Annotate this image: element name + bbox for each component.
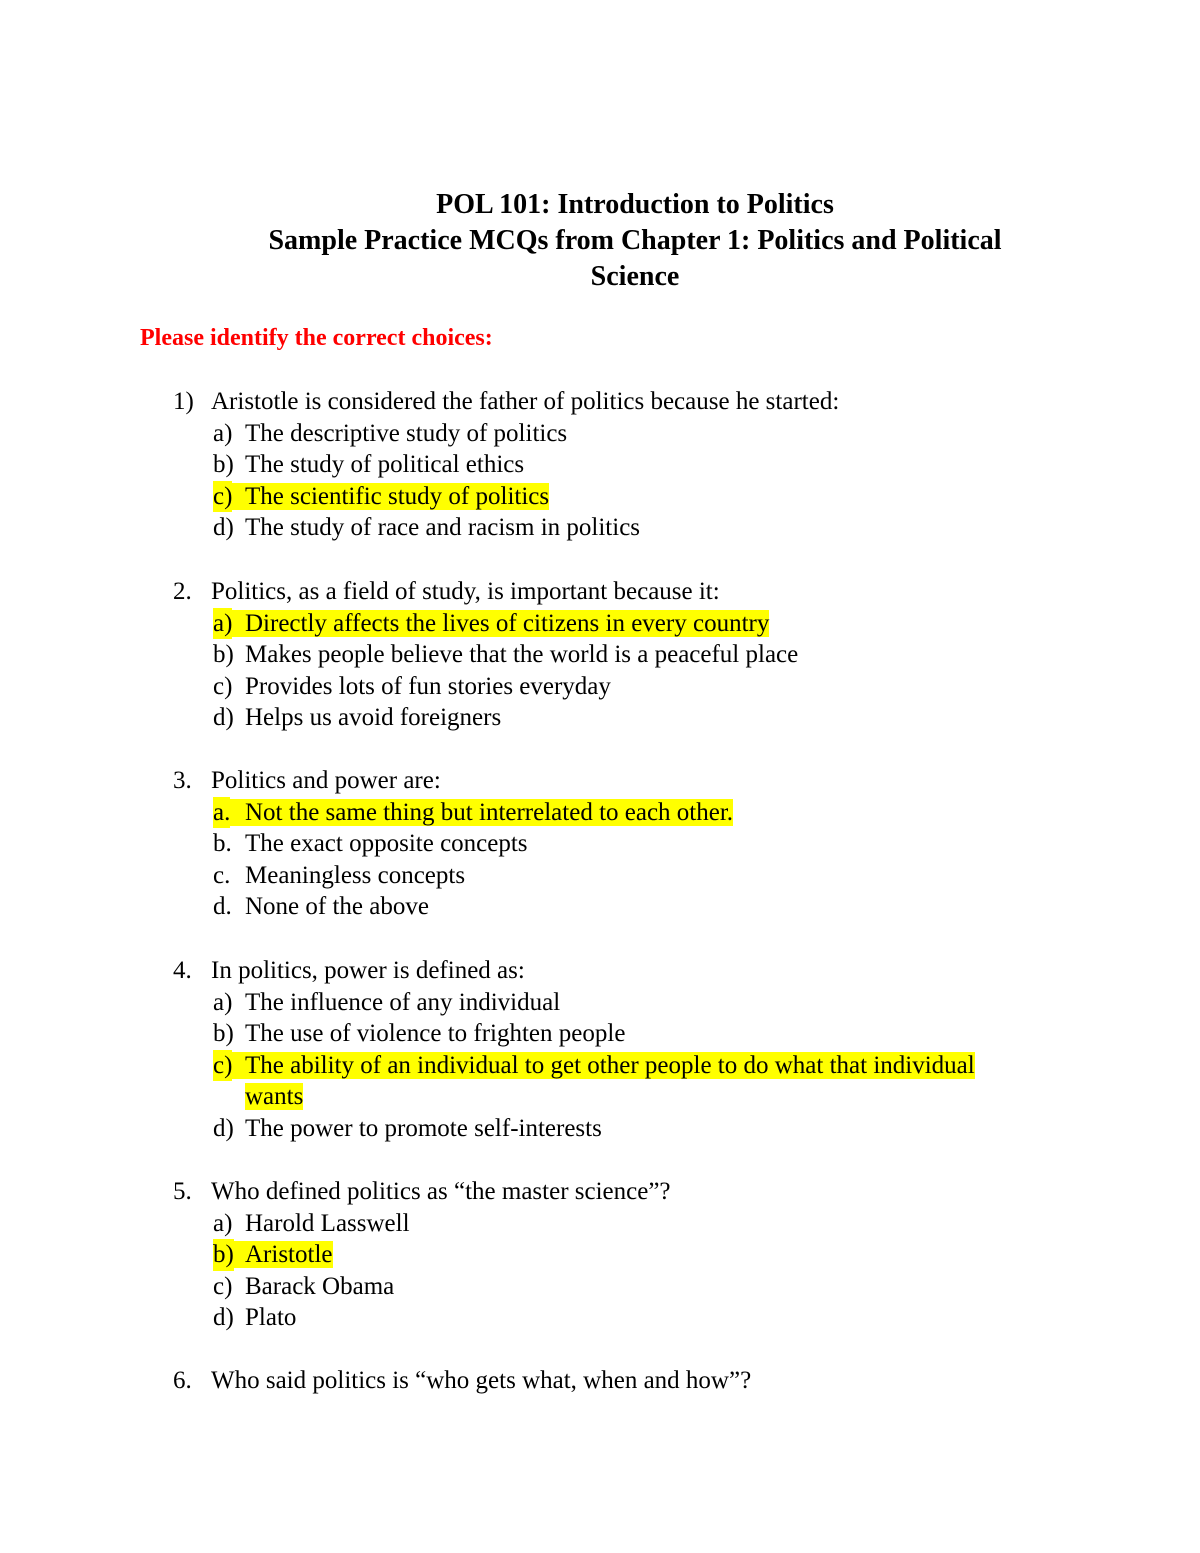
option-letter: b) <box>213 451 234 478</box>
option-letter: b) <box>213 1020 234 1047</box>
option-d <box>213 1302 1063 1334</box>
question-text: Who said politics is “who gets what, when and how”? <box>211 1367 752 1394</box>
option-letter: a) <box>213 1209 233 1237</box>
option-letter: b. <box>213 830 232 857</box>
option-letter: c. <box>213 861 231 889</box>
option-text: Aristotle <box>213 1241 333 1268</box>
option-text: Provides lots of fun stories everyday <box>245 672 611 700</box>
option-text: Not the same thing but interrelated to each other. <box>213 799 733 826</box>
question-4 <box>173 955 1073 1144</box>
question-stem <box>173 576 1073 608</box>
option-text: Barack Obama <box>245 1272 395 1300</box>
question-text: Who defined politics as “the master science”? <box>211 1178 671 1205</box>
option-letter: d) <box>213 1304 234 1331</box>
question-number: 6. <box>173 1367 192 1394</box>
option-letter: b) <box>213 1239 234 1271</box>
option-text: The descriptive study of politics <box>245 419 568 447</box>
question-6 <box>173 1365 1073 1397</box>
option-b <box>213 449 1063 481</box>
question-number: 1) <box>173 388 194 415</box>
option-b <box>213 639 1063 671</box>
option-a <box>213 418 1063 450</box>
option-d <box>213 891 1063 923</box>
option-d <box>213 1113 1063 1145</box>
option-letter: c) <box>213 481 232 513</box>
option-text: None of the above <box>245 893 429 920</box>
option-a <box>213 1208 1063 1240</box>
option-a-correct <box>213 797 1063 829</box>
option-text: Meaningless concepts <box>245 861 466 889</box>
option-a-correct <box>213 608 1063 640</box>
option-text-continued: wants <box>245 1083 304 1110</box>
question-number: 2. <box>173 578 192 605</box>
question-5 <box>173 1176 1073 1334</box>
option-c-correct <box>213 1050 1063 1113</box>
option-letter: a. <box>213 797 230 829</box>
option-c <box>213 671 1063 703</box>
option-b-correct <box>213 1239 1063 1271</box>
option-text: The study of race and racism in politics <box>245 514 641 541</box>
option-d <box>213 512 1063 544</box>
question-stem <box>173 386 1073 418</box>
question-text: Aristotle is considered the father of politics because he started: <box>211 388 840 415</box>
question-number: 5. <box>173 1178 192 1205</box>
option-b <box>213 1018 1063 1050</box>
option-letter: c) <box>213 672 233 700</box>
option-text: Harold Lasswell <box>245 1209 410 1237</box>
option-letter: a) <box>213 988 233 1016</box>
question-1 <box>173 386 1073 544</box>
question-stem <box>173 765 1073 797</box>
option-c <box>213 860 1063 892</box>
question-stem <box>173 1176 1073 1208</box>
option-text: The study of political ethics <box>245 451 525 478</box>
option-letter: d) <box>213 1114 234 1142</box>
option-a <box>213 987 1063 1019</box>
option-text: The ability of an individual to get other people to do what that individual <box>213 1052 975 1079</box>
option-letter: d. <box>213 893 232 920</box>
option-letter: c) <box>213 1272 233 1300</box>
question-text: Politics, as a field of study, is important because it: <box>211 578 720 605</box>
option-letter: d) <box>213 704 234 731</box>
instruction-text: Please identify the correct choices: <box>140 325 493 351</box>
question-text: In politics, power is defined as: <box>211 957 525 984</box>
option-text: The power to promote self-interests <box>245 1114 602 1142</box>
question-stem <box>173 955 1073 987</box>
option-text: The use of violence to frighten people <box>245 1020 626 1047</box>
document-subtitle-continued: Science <box>590 261 680 292</box>
option-letter: d) <box>213 514 234 541</box>
option-text: The exact opposite concepts <box>245 830 528 857</box>
question-stem <box>173 1365 1073 1397</box>
question-3 <box>173 765 1073 923</box>
question-2 <box>173 576 1073 734</box>
option-letter: c) <box>213 1050 232 1082</box>
option-d <box>213 702 1063 734</box>
option-text: The scientific study of politics <box>213 483 549 510</box>
option-text: Plato <box>245 1304 297 1331</box>
option-text: The influence of any individual <box>245 988 561 1016</box>
document-subtitle: Sample Practice MCQs from Chapter 1: Politics and Political <box>268 225 1002 256</box>
option-c-correct <box>213 481 1063 513</box>
option-text: Makes people believe that the world is a peaceful place <box>245 641 799 668</box>
question-number: 4. <box>173 957 192 984</box>
question-number: 3. <box>173 767 192 794</box>
option-letter: b) <box>213 641 234 668</box>
question-text: Politics and power are: <box>211 767 441 794</box>
option-letter: a) <box>213 419 233 447</box>
option-c <box>213 1271 1063 1303</box>
option-text: Directly affects the lives of citizens in every country <box>213 610 769 637</box>
option-letter: a) <box>213 608 232 640</box>
option-b <box>213 828 1063 860</box>
option-text: Helps us avoid foreigners <box>245 704 502 731</box>
document-title-block <box>140 187 1130 295</box>
course-title: POL 101: Introduction to Politics <box>436 189 834 220</box>
